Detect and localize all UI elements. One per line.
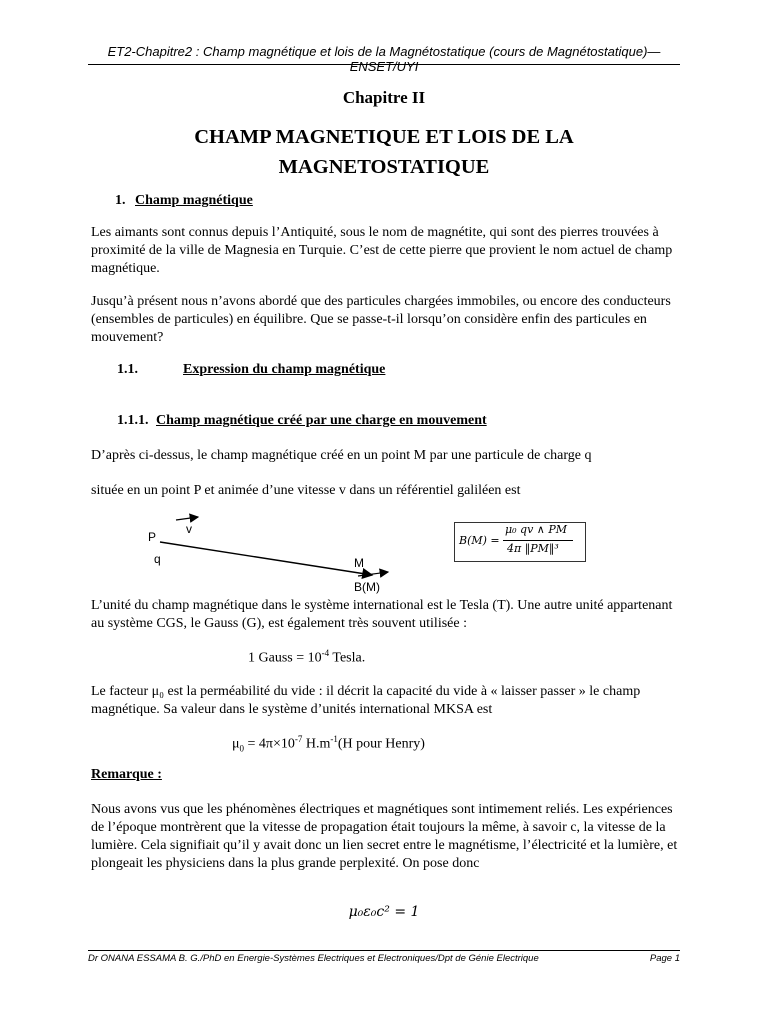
title-line-1: CHAMP MAGNETIQUE ET LOIS DE LA	[194, 126, 574, 148]
formula-lhs: B(M) =	[459, 534, 500, 547]
section-1-1-1-heading	[117, 413, 487, 429]
page-number: Page 1	[649, 953, 680, 964]
label-P: P	[148, 530, 157, 544]
footer-author: Dr ONANA ESSAMA B. G./PhD en Energie-Systèmes Electriques et Electroniques/Dpt de Génie Electrique	[88, 953, 539, 964]
page-footer	[88, 953, 680, 964]
header-rule	[88, 64, 680, 65]
remarque-heading: Remarque :	[91, 767, 162, 782]
paragraph-3b: située en un point P et animée d’une vitesse v dans un référentiel galiléen est	[91, 483, 521, 498]
title-line-2: MAGNETOSTATIQUE	[278, 156, 490, 178]
gauss-eq-exponent: -4	[321, 648, 330, 658]
section-1-1-1-label: Champ magnétique créé par une charge en mouvement	[156, 413, 487, 428]
mu0-note: (H pour Henry)	[337, 736, 425, 752]
biot-savart-formula	[454, 522, 586, 562]
footer-rule	[88, 950, 680, 951]
section-1-heading	[115, 193, 253, 209]
section-1-label: Champ magnétique	[135, 193, 253, 208]
formula-numerator: μ₀ qv ∧ PM	[505, 523, 568, 536]
final-equation: μ₀ε₀c² = 1	[348, 904, 420, 920]
chapter-label: Chapitre II	[342, 88, 426, 107]
mu0-unit: H.m	[302, 736, 331, 752]
velocity-arrow	[176, 517, 198, 520]
label-BM: B(M)	[354, 580, 380, 594]
fraction-bar	[503, 540, 573, 541]
paragraph-3a: D’après ci-dessus, le champ magnétique créé en un point M par une particule de charge q	[91, 448, 592, 463]
paragraph-1: Les aimants sont connus depuis l’Antiquité, sous le nom de magnétite, qui sont des pierres trouvées à proximité de la ville de Magnesia en Turquie. C’est de cette pierre que provient le nom actuel de champ magnétique.	[91, 225, 673, 276]
page-header: ET2-Chapitre2 : Champ magnétique et lois de la Magnétostatique (cours de Magnétostatique)—ENSET/UYI	[107, 44, 661, 74]
section-1-1-label: Expression du champ magnétique	[183, 362, 386, 377]
paragraph-2: Jusqu’à présent nous n’avons abordé que des particules chargées immobiles, ou encore des conducteurs (ensembles de particules) en équilibre. Que se passe-t-il lorsqu’on considère enfin des particules en mouvement?	[91, 294, 671, 345]
mu0-exponent: -7	[294, 734, 303, 744]
pm-vector-arrow	[160, 542, 372, 575]
paragraph-5: Le facteur μ₀ est la perméabilité du vide : il décrit la capacité du vide à « laisser passer » le champ magnétique. Sa valeur dans le système d’unités international MKSA est	[91, 684, 641, 717]
section-1-1-1-number: 1.1.1.	[117, 413, 149, 428]
mu0-symbol: μ	[232, 736, 240, 752]
paragraph-6: Nous avons vus que les phénomènes électriques et magnétiques sont intimement reliés. Les expériences de l’époque montrèrent que la vitesse de propagation était toujours la même, à savoir c, la vitesse de la lumière. Cela signifiait qu’il y avait donc un lien secret entre le magnétisme, l’électricité et la lumière, et plongeait les physiciens dans la plus grande perplexité. On pose donc	[91, 802, 678, 871]
chapter-title	[120, 122, 648, 182]
mu0-value: = 4π×10	[244, 736, 295, 752]
label-q: q	[154, 552, 161, 566]
formula-denominator: 4π ‖PM‖³	[507, 542, 559, 555]
charge-field-diagram	[140, 508, 410, 596]
section-1-1-heading	[117, 362, 386, 378]
mu0-equation	[232, 734, 425, 753]
paragraph-4: L’unité du champ magnétique dans le système international est le Tesla (T). Une autre unité appartenant au système CGS, le Gauss (G), est également très souvent utilisée :	[91, 598, 673, 631]
mu0-unit-exponent: -1	[330, 734, 338, 744]
mu0-subscript: 0	[239, 743, 245, 754]
section-1-number: 1.	[115, 193, 126, 208]
label-v: v	[186, 522, 192, 536]
label-M: M	[354, 556, 364, 570]
gauss-eq-unit: Tesla.	[329, 650, 366, 666]
gauss-equation	[248, 648, 365, 667]
gauss-eq-text: 1 Gauss = 10	[248, 650, 322, 666]
section-1-1-number: 1.1.	[117, 362, 138, 377]
